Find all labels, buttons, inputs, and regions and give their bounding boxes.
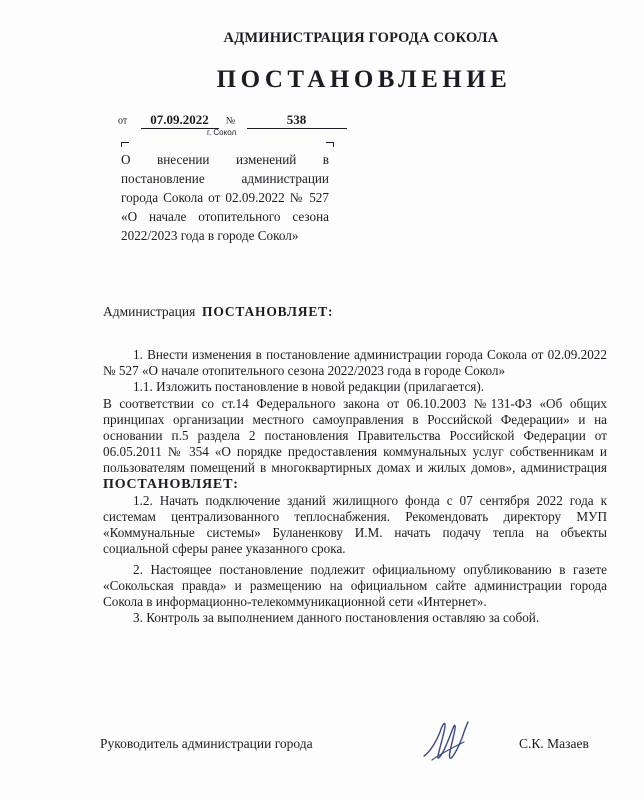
- subject-corner-left: [121, 142, 129, 147]
- document-date: 07.09.2022: [141, 112, 219, 129]
- preamble: [103, 304, 333, 320]
- paragraph-1: 1. Внести изменения в постановление администрации города Сокола от 02.09.2022 № 527 «О начале отопительного сезона 2022/2023 года в городе Сокол»: [103, 347, 607, 379]
- preamble-decides: ПОСТАНОВЛЯЕТ:: [202, 304, 334, 319]
- document-body: [103, 347, 607, 626]
- document-number: 538: [247, 112, 347, 129]
- handwritten-signature: [418, 712, 478, 770]
- paragraph-2: 2. Настоящее постановление подлежит официальному опубликованию в газете «Сокольская правда» и размещению на официальном сайте администрации города Сокола в информационно-телекоммуникационной сети «Интернет».: [103, 561, 607, 610]
- paragraph-3: 3. Контроль за выполнением данного постановления оставляю за собой.: [133, 610, 540, 626]
- city-label: г. Сокол: [207, 128, 237, 137]
- subject-corner-right: [326, 142, 334, 147]
- organization-title: АДМИНИСТРАЦИЯ ГОРОДА СОКОЛА: [223, 30, 499, 46]
- paragraph-1-2: 1.2. Начать подключение зданий жилищного фонда с 07 сентября 2022 года к системам централизованного теплоснабжения. Рекомендовать директору МУП «Коммунальные системы» Буланенкову И.М. начать подачу тепла на объекты социальной сферы ранее указанного срока.: [103, 492, 607, 557]
- from-label: от: [118, 115, 128, 127]
- preamble-prefix: Администрация: [103, 304, 196, 319]
- signatory-title: Руководитель администрации города: [100, 736, 313, 751]
- document-meta: [118, 112, 347, 129]
- number-label: №: [225, 115, 236, 127]
- document-type-heading: ПОСТАНОВЛЕНИЕ: [216, 66, 512, 93]
- paragraph-basis: В соответствии со ст.14 Федерального закона от 06.10.2003 №131-ФЗ «Об общих принципах организации местного самоуправления в Российской Федерации» и на основании п.5 раздела 2 постановления Правительства Российской Федерации от 06.05.2011 № 354 «О порядке предоставления коммунальных услуг собственникам и пользователям помещений в многоквартирных домах и жилых домов», администрация: [103, 395, 607, 476]
- signatory-name: С.К. Мазаев: [519, 736, 589, 751]
- paragraph-1-1: 1.1. Изложить постановление в новой редакции (прилагается).: [133, 379, 485, 395]
- decides-heading: ПОСТАНОВЛЯЕТ:: [103, 476, 239, 492]
- document-subject: О внесении изменений в постановление администрации города Сокола от 02.09.2022 № 527 «О начале отопительного сезона 2022/2023 года в городе Сокол»: [121, 152, 329, 243]
